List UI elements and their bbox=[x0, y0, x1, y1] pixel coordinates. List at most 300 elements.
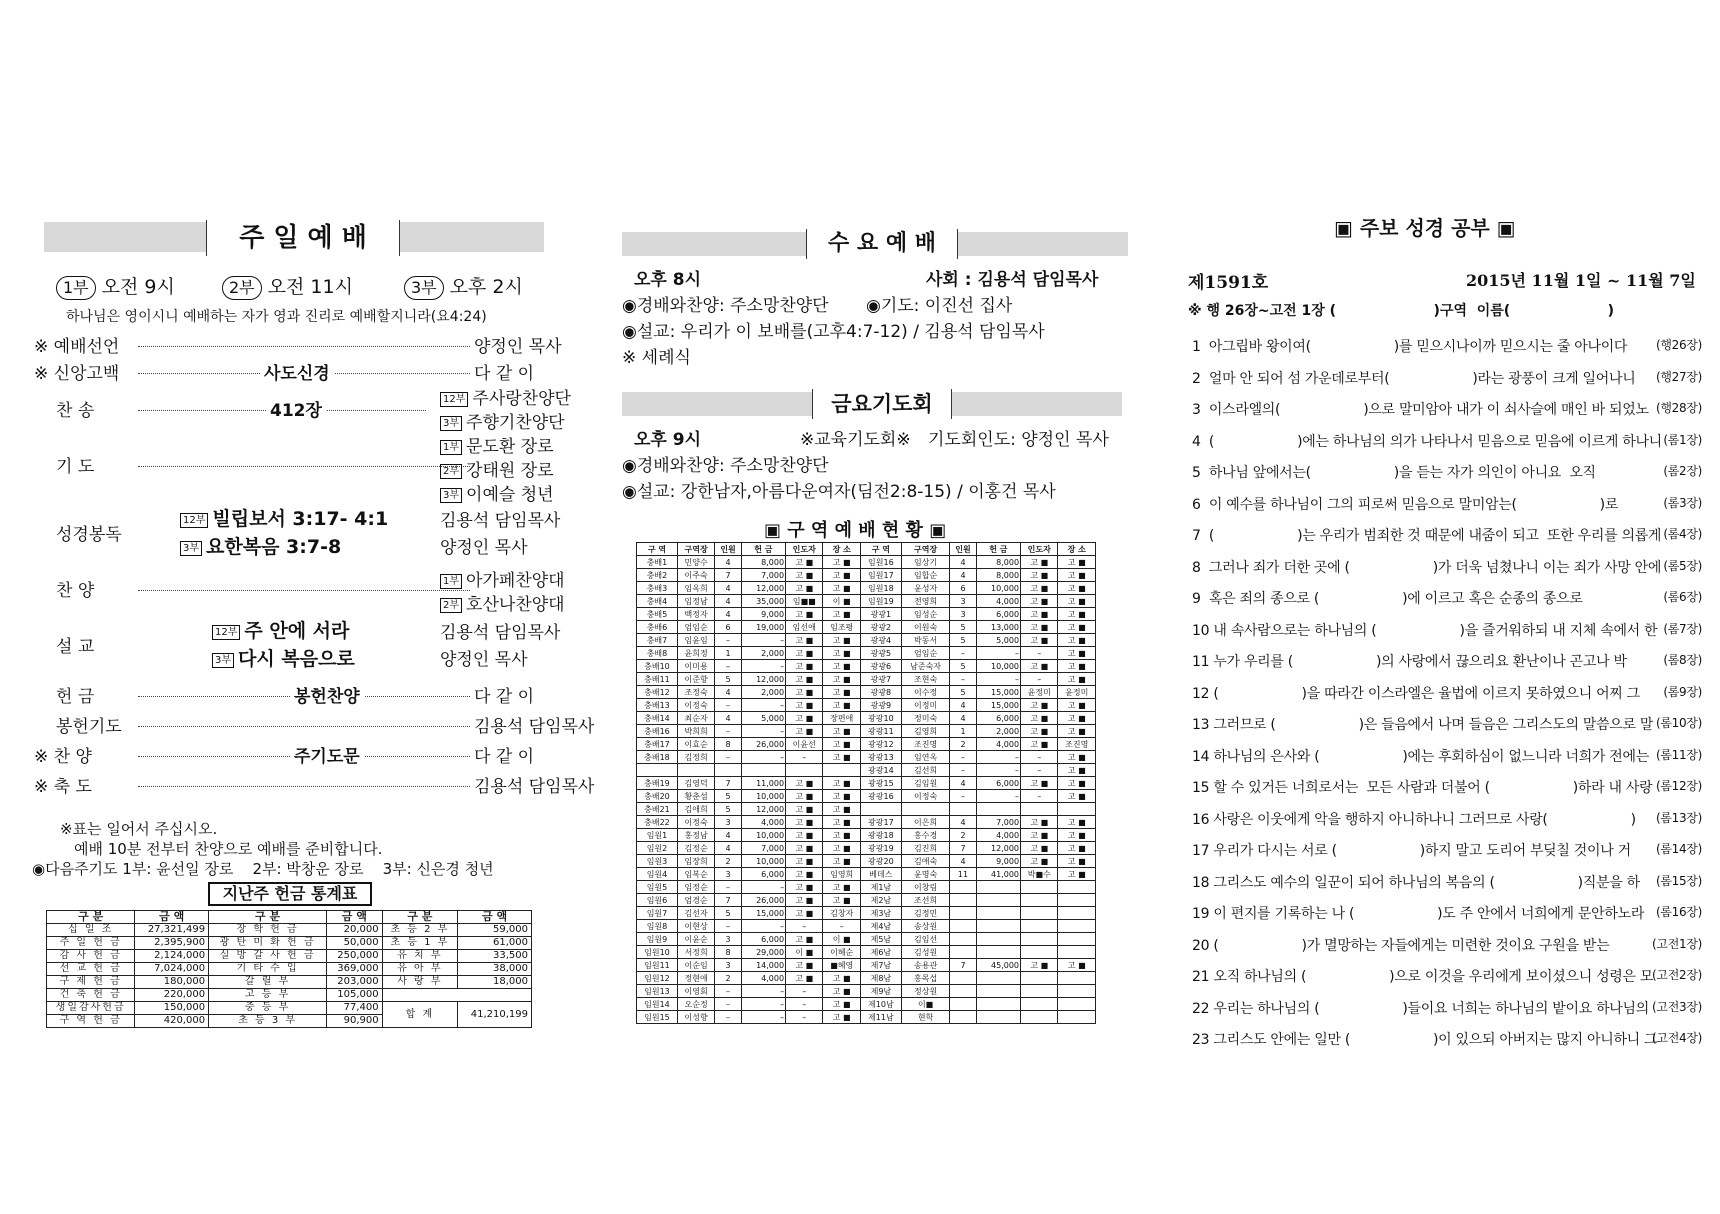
district-cell bbox=[1058, 1011, 1096, 1024]
district-cell: 4,000 bbox=[741, 816, 785, 829]
district-cell: 임원13 bbox=[637, 985, 678, 998]
district-header-cell: 구 역 bbox=[860, 543, 901, 556]
question-text: 6 이 예수를 하나님이 그의 피로써 믿음으로 말미암는( )로 bbox=[1192, 496, 1619, 513]
district-cell: 남준숙자 bbox=[901, 660, 949, 673]
district-cell: 5,000 bbox=[741, 712, 785, 725]
district-cell: 고 ■ bbox=[1021, 816, 1058, 829]
service-time-2: 2부 오전 11시 bbox=[222, 272, 353, 300]
district-cell: 송상원 bbox=[901, 920, 949, 933]
district-cell: – bbox=[741, 1011, 785, 1024]
district-cell: 고 ■ bbox=[1058, 868, 1096, 881]
district-cell: 6,000 bbox=[741, 933, 785, 946]
study-question bbox=[1192, 809, 1702, 829]
study-question bbox=[1192, 651, 1702, 671]
district-cell: 12,000 bbox=[976, 842, 1020, 855]
district-cell: 임정순 bbox=[677, 881, 714, 894]
district-cell: 10,000 bbox=[741, 829, 785, 842]
district-cell: 3 bbox=[950, 595, 976, 608]
district-cell bbox=[976, 998, 1020, 1011]
offering-amount: 77,400 bbox=[327, 1002, 382, 1015]
district-cell: 광광5 bbox=[860, 647, 901, 660]
order-reading: 성경봉독 bbox=[56, 525, 122, 545]
prayer-person-3: 3부 이예슬 청년 bbox=[440, 480, 554, 505]
district-cell: – bbox=[1021, 673, 1058, 686]
offering-amount: 369,000 bbox=[327, 963, 382, 976]
district-cell: 고 ■ bbox=[786, 634, 823, 647]
offering-category: 광 탄 미 화 헌 금 bbox=[209, 937, 327, 950]
district-cell: 이수정 bbox=[901, 686, 949, 699]
district-cell: 윤정미 bbox=[1058, 686, 1096, 699]
study-question bbox=[1192, 336, 1702, 356]
district-cell: 고 ■ bbox=[1021, 855, 1058, 868]
offering-amount: 20,000 bbox=[327, 924, 382, 937]
offering-category: 유 치 부 bbox=[382, 950, 458, 963]
district-cell: – bbox=[950, 673, 976, 686]
district-cell: 임성순 bbox=[901, 608, 949, 621]
district-cell: 3 bbox=[715, 816, 741, 829]
district-cell: 고 ■ bbox=[823, 842, 860, 855]
offering-category: 초 등 2 부 bbox=[382, 924, 458, 937]
district-cell: 고 ■ bbox=[786, 842, 823, 855]
district-header-cell: 구역장 bbox=[677, 543, 714, 556]
district-cell: 임원10 bbox=[637, 946, 678, 959]
district-cell: – bbox=[741, 660, 785, 673]
district-cell: – bbox=[741, 725, 785, 738]
district-cell: 고 ■ bbox=[823, 686, 860, 699]
district-row bbox=[637, 920, 1096, 933]
district-cell: 5 bbox=[950, 660, 976, 673]
district-row bbox=[637, 582, 1096, 595]
district-cell: – bbox=[1021, 647, 1058, 660]
district-cell: 4 bbox=[950, 777, 976, 790]
offering-category: 중 등 부 bbox=[209, 1002, 327, 1015]
district-cell: 임원12 bbox=[637, 972, 678, 985]
district-cell: 백정자 bbox=[677, 608, 714, 621]
district-cell: 4,000 bbox=[976, 595, 1020, 608]
district-cell: 임원9 bbox=[637, 933, 678, 946]
district-cell: 고 ■ bbox=[1021, 582, 1058, 595]
district-cell: 고 ■ bbox=[786, 569, 823, 582]
district-cell: 광광10 bbox=[860, 712, 901, 725]
district-cell: 광광6 bbox=[860, 660, 901, 673]
order-anthem: 찬 양 bbox=[34, 576, 570, 602]
offering-row bbox=[47, 989, 532, 1002]
reading-2-reader: 양정인 목사 bbox=[440, 538, 528, 558]
district-cell: 13,000 bbox=[976, 621, 1020, 634]
district-cell: 고 ■ bbox=[1021, 634, 1058, 647]
question-reference: (롬15장) bbox=[1655, 873, 1702, 888]
order-creed: ※ 신앙고백 사도신경 다 같 이 bbox=[34, 359, 570, 385]
district-cell: 고 ■ bbox=[1058, 673, 1096, 686]
district-header-cell: 구 역 bbox=[637, 543, 678, 556]
offering-category: 구 제 헌 금 bbox=[47, 976, 135, 989]
district-cell: 고 ■ bbox=[1021, 556, 1058, 569]
district-cell: 임원4 bbox=[637, 868, 678, 881]
district-cell: 임원11 bbox=[637, 959, 678, 972]
district-cell: 제7남 bbox=[860, 959, 901, 972]
district-cell: 이혜순 bbox=[823, 946, 860, 959]
district-cell: 8 bbox=[715, 738, 741, 751]
district-cell: 충배4 bbox=[637, 595, 678, 608]
district-cell: 고 ■ bbox=[1058, 660, 1096, 673]
offering-category: 합 계 bbox=[382, 1002, 458, 1028]
district-cell: 고 ■ bbox=[1021, 712, 1058, 725]
district-cell: 충배6 bbox=[637, 621, 678, 634]
district-cell: 광광11 bbox=[860, 725, 901, 738]
question-reference: (롬3장) bbox=[1663, 495, 1702, 510]
district-cell: 오순정 bbox=[677, 998, 714, 1011]
district-header-cell: 헌 금 bbox=[741, 543, 785, 556]
district-cell: 광광7 bbox=[860, 673, 901, 686]
district-cell: – bbox=[741, 998, 785, 1011]
district-row bbox=[637, 751, 1096, 764]
district-cell: 3 bbox=[715, 933, 741, 946]
question-reference: (롬1장) bbox=[1663, 432, 1702, 447]
district-cell: 고 ■ bbox=[823, 699, 860, 712]
district-header-cell: 인원 bbox=[715, 543, 741, 556]
district-cell: 제1남 bbox=[860, 881, 901, 894]
district-cell bbox=[1021, 803, 1058, 816]
district-cell: – bbox=[715, 660, 741, 673]
district-cell: 제4남 bbox=[860, 920, 901, 933]
district-cell: – bbox=[976, 790, 1020, 803]
district-cell: 전영희 bbox=[901, 595, 949, 608]
district-cell: 광광8 bbox=[860, 686, 901, 699]
district-cell bbox=[1021, 894, 1058, 907]
district-row bbox=[637, 959, 1096, 972]
district-cell: 고 ■ bbox=[1058, 569, 1096, 582]
study-question bbox=[1192, 998, 1702, 1018]
offering-empty bbox=[382, 989, 531, 1002]
district-cell: 고 ■ bbox=[786, 777, 823, 790]
question-reference: (롬14장) bbox=[1655, 842, 1702, 856]
district-cell: 고 ■ bbox=[823, 569, 860, 582]
offering-amount: 18,000 bbox=[458, 976, 532, 989]
district-cell bbox=[1058, 933, 1096, 946]
district-header-cell: 헌 금 bbox=[976, 543, 1020, 556]
district-cell: 임정남 bbox=[677, 595, 714, 608]
district-cell bbox=[950, 985, 976, 998]
district-cell: 서정희 bbox=[677, 946, 714, 959]
question-text: 21 오직 하나님의 ( )으로 이것을 우리에게 보이셨으니 성령은 모 bbox=[1192, 969, 1654, 985]
district-cell bbox=[976, 972, 1020, 985]
order-offering: 헌 금 봉헌찬양 다 같 이 bbox=[34, 682, 570, 708]
order-closing-hymn: ※ 찬 양 주기도문 다 같 이 bbox=[34, 742, 570, 768]
district-cell: 이순임 bbox=[677, 959, 714, 972]
question-text: 1 아그립바 왕이여( )를 믿으시나이까 믿으시는 줄 아나이다 bbox=[1192, 339, 1628, 355]
district-cell: 고 ■ bbox=[823, 582, 860, 595]
district-cell: 윤정미 bbox=[1021, 686, 1058, 699]
district-cell bbox=[1021, 946, 1058, 959]
offering-category: 고 등 부 bbox=[209, 989, 327, 1002]
offering-category: 초 등 3 부 bbox=[209, 1015, 327, 1028]
order-sermon: 설 교 bbox=[56, 637, 95, 657]
offering-category: 선 교 헌 금 bbox=[47, 963, 135, 976]
district-cell: 충배5 bbox=[637, 608, 678, 621]
district-cell: 4 bbox=[715, 829, 741, 842]
district-cell: 충배11 bbox=[637, 673, 678, 686]
question-reference: (롬2장) bbox=[1663, 464, 1702, 478]
hymn-choir-1: 12부 주사랑찬양단 bbox=[440, 384, 571, 409]
question-reference: (고전2장) bbox=[1652, 968, 1702, 982]
district-cell: 7,000 bbox=[741, 842, 785, 855]
offering-amount: 90,900 bbox=[327, 1015, 382, 1028]
district-cell: 고 ■ bbox=[1058, 816, 1096, 829]
question-reference: (고전4장) bbox=[1652, 1031, 1702, 1045]
district-cell: 6 bbox=[715, 621, 741, 634]
offering-amount: 180,000 bbox=[135, 976, 209, 989]
order-declaration: ※ 예배선언 양정인 목사 bbox=[34, 337, 562, 357]
district-cell: 이효순 bbox=[677, 738, 714, 751]
district-cell: 황춘섬 bbox=[677, 790, 714, 803]
district-cell: 제10남 bbox=[860, 998, 901, 1011]
district-cell: – bbox=[741, 920, 785, 933]
district-cell: 윤희정 bbox=[677, 647, 714, 660]
offering-row bbox=[47, 950, 532, 963]
question-text: 9 혹은 죄의 종으로 ( )에 이르고 혹은 순종의 종으로 bbox=[1192, 591, 1583, 607]
district-cell: – bbox=[741, 985, 785, 998]
service-time-3: 3부 오후 2시 bbox=[404, 272, 523, 300]
district-cell: 4 bbox=[715, 582, 741, 595]
district-cell: 고 ■ bbox=[1058, 647, 1096, 660]
district-header-cell: 인도자 bbox=[786, 543, 823, 556]
district-cell bbox=[950, 972, 976, 985]
district-cell: – bbox=[715, 920, 741, 933]
district-cell bbox=[860, 803, 901, 816]
study-question bbox=[1192, 777, 1702, 797]
district-cell: 엄경순 bbox=[677, 894, 714, 907]
district-cell: – bbox=[715, 881, 741, 894]
district-cell: 4,000 bbox=[741, 972, 785, 985]
district-cell: 고 ■ bbox=[1021, 699, 1058, 712]
district-cell: 고 ■ bbox=[1058, 634, 1096, 647]
district-cell bbox=[786, 764, 823, 777]
study-question bbox=[1192, 714, 1702, 734]
offering-amount: 59,000 bbox=[458, 924, 532, 937]
offering-amount: 420,000 bbox=[135, 1015, 209, 1028]
district-row bbox=[637, 738, 1096, 751]
question-text: 5 하나님 앞에서는( )을 듣는 자가 의인이 아니요 오직 bbox=[1192, 465, 1596, 481]
district-cell: 이원숙 bbox=[901, 621, 949, 634]
district-cell: 7 bbox=[715, 777, 741, 790]
district-cell: 김임선 bbox=[901, 933, 949, 946]
district-cell: 고 ■ bbox=[786, 972, 823, 985]
offering-amount: 7,024,000 bbox=[135, 963, 209, 976]
district-cell: 고 ■ bbox=[786, 907, 823, 920]
district-cell: 10,000 bbox=[976, 660, 1020, 673]
district-cell: 고 ■ bbox=[786, 881, 823, 894]
district-cell: 5 bbox=[950, 634, 976, 647]
district-cell: 6,000 bbox=[976, 712, 1020, 725]
district-cell: – bbox=[715, 634, 741, 647]
district-cell: 충배17 bbox=[637, 738, 678, 751]
district-cell: 15,000 bbox=[741, 907, 785, 920]
district-cell: 고 ■ bbox=[1058, 608, 1096, 621]
district-row bbox=[637, 790, 1096, 803]
question-text: 13 그러므로 ( )은 들음에서 나며 들음은 그리스도의 말씀으로 말 bbox=[1192, 717, 1654, 733]
district-cell: 고 ■ bbox=[823, 972, 860, 985]
order-prayer: 기 도 bbox=[34, 452, 570, 478]
district-header-row bbox=[637, 543, 1096, 556]
question-text: 4 ( )에는 하나님의 의가 나타나서 믿음으로 믿음에 이르게 하나니 bbox=[1192, 433, 1662, 450]
district-cell: 충배10 bbox=[637, 660, 678, 673]
district-cell: 고 ■ bbox=[786, 803, 823, 816]
prayer-person-1: 1부 문도환 장로 bbox=[440, 432, 554, 457]
district-cell: – bbox=[823, 920, 860, 933]
district-cell bbox=[976, 881, 1020, 894]
district-cell: 이윤선 bbox=[786, 738, 823, 751]
question-text: 10 내 속사람으로는 하나님의 ( )을 즐거워하되 내 지체 속에서 한 bbox=[1192, 622, 1658, 639]
district-cell: – bbox=[715, 985, 741, 998]
district-cell: 2 bbox=[715, 855, 741, 868]
offering-table bbox=[46, 910, 532, 1028]
district-cell bbox=[976, 920, 1020, 933]
district-cell: 임선애 bbox=[786, 621, 823, 634]
question-reference: (고전3장) bbox=[1652, 999, 1702, 1014]
district-cell: 김정민 bbox=[901, 907, 949, 920]
wednesday-extra: ※ 세례식 bbox=[622, 348, 691, 368]
district-cell bbox=[976, 894, 1020, 907]
question-reference: (롬6장) bbox=[1663, 590, 1702, 604]
district-header-cell: 인도자 bbox=[1021, 543, 1058, 556]
district-cell: 엄임순 bbox=[677, 621, 714, 634]
question-text: 20 ( )가 멸망하는 자들에게는 미련한 것이요 구원을 받는 bbox=[1192, 937, 1610, 954]
district-row bbox=[637, 777, 1096, 790]
district-cell: 홍수경 bbox=[901, 829, 949, 842]
district-cell: 고 ■ bbox=[1058, 699, 1096, 712]
district-cell: 임조평 bbox=[823, 621, 860, 634]
district-cell bbox=[1021, 998, 1058, 1011]
district-cell: 제3남 bbox=[860, 907, 901, 920]
question-reference: (롬4장) bbox=[1663, 527, 1702, 541]
district-cell: 정미숙 bbox=[901, 712, 949, 725]
district-cell: 10,000 bbox=[741, 790, 785, 803]
district-cell: 14,000 bbox=[741, 959, 785, 972]
district-row bbox=[637, 686, 1096, 699]
study-question bbox=[1192, 431, 1702, 451]
district-cell: 광광1 bbox=[860, 608, 901, 621]
offering-category: 사 랑 부 bbox=[382, 976, 458, 989]
district-cell: – bbox=[1021, 751, 1058, 764]
district-cell: 고 ■ bbox=[1021, 738, 1058, 751]
study-question bbox=[1192, 840, 1702, 860]
district-cell: 고 ■ bbox=[823, 751, 860, 764]
district-cell: 5 bbox=[715, 907, 741, 920]
district-cell: 임영희 bbox=[823, 868, 860, 881]
offering-category: 기 타 수 입 bbox=[209, 963, 327, 976]
reading-1: 12부 빌립보서 3:17- 4:1 bbox=[180, 504, 388, 531]
district-cell: 박■수 bbox=[1021, 868, 1058, 881]
district-cell: – bbox=[1021, 764, 1058, 777]
district-cell: 정상원 bbox=[901, 985, 949, 998]
question-reference: (행28장) bbox=[1655, 401, 1702, 415]
district-cell: 4 bbox=[715, 712, 741, 725]
district-cell: 충배21 bbox=[637, 803, 678, 816]
district-cell: 고 ■ bbox=[1058, 556, 1096, 569]
district-cell: 6 bbox=[950, 582, 976, 595]
offering-amount: 41,210,199 bbox=[458, 1002, 532, 1028]
offering-row bbox=[47, 976, 532, 989]
district-cell: 2,000 bbox=[741, 686, 785, 699]
district-cell: 고 ■ bbox=[823, 803, 860, 816]
district-cell: – bbox=[715, 998, 741, 1011]
district-cell: 10,000 bbox=[976, 582, 1020, 595]
district-cell: 송용관 bbox=[901, 959, 949, 972]
offering-row bbox=[47, 937, 532, 950]
district-row bbox=[637, 946, 1096, 959]
district-cell: 8,000 bbox=[741, 556, 785, 569]
order-hymn: 찬 송 412장 bbox=[34, 396, 570, 422]
district-row bbox=[637, 725, 1096, 738]
district-cell: 광광19 bbox=[860, 842, 901, 855]
district-cell: – bbox=[715, 751, 741, 764]
district-cell: 광광14 bbox=[860, 764, 901, 777]
district-cell: 3 bbox=[715, 868, 741, 881]
wednesday-time: 오후 8시 bbox=[634, 270, 702, 290]
district-cell: 임원15 bbox=[637, 1011, 678, 1024]
district-cell: 고 ■ bbox=[1058, 777, 1096, 790]
district-cell: 김성원 bbox=[901, 946, 949, 959]
district-cell: 12,000 bbox=[741, 803, 785, 816]
study-question bbox=[1192, 525, 1702, 545]
district-cell: 제9남 bbox=[860, 985, 901, 998]
district-cell: 4 bbox=[950, 556, 976, 569]
wednesday-hymn: ◉경배와찬양: 주소망찬양단 bbox=[622, 296, 829, 316]
district-cell: 29,000 bbox=[741, 946, 785, 959]
district-cell: – bbox=[741, 634, 785, 647]
district-cell: 임옥희 bbox=[677, 582, 714, 595]
district-cell: 고 ■ bbox=[823, 894, 860, 907]
district-cell: 윤명숙 bbox=[901, 868, 949, 881]
next-week-prayer: ◉다음주기도 1부: 윤선일 장로 2부: 박창운 장로 3부: 신은경 청년 bbox=[32, 860, 494, 878]
district-cell: – bbox=[950, 790, 976, 803]
district-cell bbox=[950, 933, 976, 946]
district-cell: 김정희 bbox=[677, 751, 714, 764]
district-cell bbox=[950, 946, 976, 959]
district-cell: 고 ■ bbox=[823, 725, 860, 738]
district-cell bbox=[1021, 907, 1058, 920]
district-cell: 4 bbox=[950, 712, 976, 725]
district-cell bbox=[950, 1011, 976, 1024]
district-cell: 고 ■ bbox=[786, 894, 823, 907]
district-cell: 고 ■ bbox=[823, 998, 860, 1011]
district-cell: 고 ■ bbox=[823, 881, 860, 894]
district-cell: 베데스 bbox=[860, 868, 901, 881]
offering-amount: 105,000 bbox=[327, 989, 382, 1002]
district-cell: 이준향 bbox=[677, 673, 714, 686]
district-cell: 6,000 bbox=[976, 777, 1020, 790]
offering-category: 유 아 부 bbox=[382, 963, 458, 976]
sermon-2-preacher: 양정인 목사 bbox=[440, 650, 528, 670]
study-issue: 제1591호 bbox=[1188, 273, 1269, 293]
offering-row bbox=[47, 963, 532, 976]
district-cell: 4 bbox=[715, 842, 741, 855]
district-cell: 고 ■ bbox=[1021, 842, 1058, 855]
offering-amount: 33,500 bbox=[458, 950, 532, 963]
district-cell: 고 ■ bbox=[1058, 855, 1096, 868]
district-cell: – bbox=[741, 699, 785, 712]
district-cell: 민양수 bbox=[677, 556, 714, 569]
district-cell: 김애숙 bbox=[901, 855, 949, 868]
district-cell: 고 ■ bbox=[823, 1011, 860, 1024]
district-cell: 이 ■ bbox=[786, 946, 823, 959]
district-cell: 이정숙 bbox=[901, 790, 949, 803]
district-row bbox=[637, 998, 1096, 1011]
offering-amount: 61,000 bbox=[458, 937, 532, 950]
district-cell: 이정숙 bbox=[677, 816, 714, 829]
district-cell: – bbox=[976, 751, 1020, 764]
district-cell: 이정숙 bbox=[677, 699, 714, 712]
